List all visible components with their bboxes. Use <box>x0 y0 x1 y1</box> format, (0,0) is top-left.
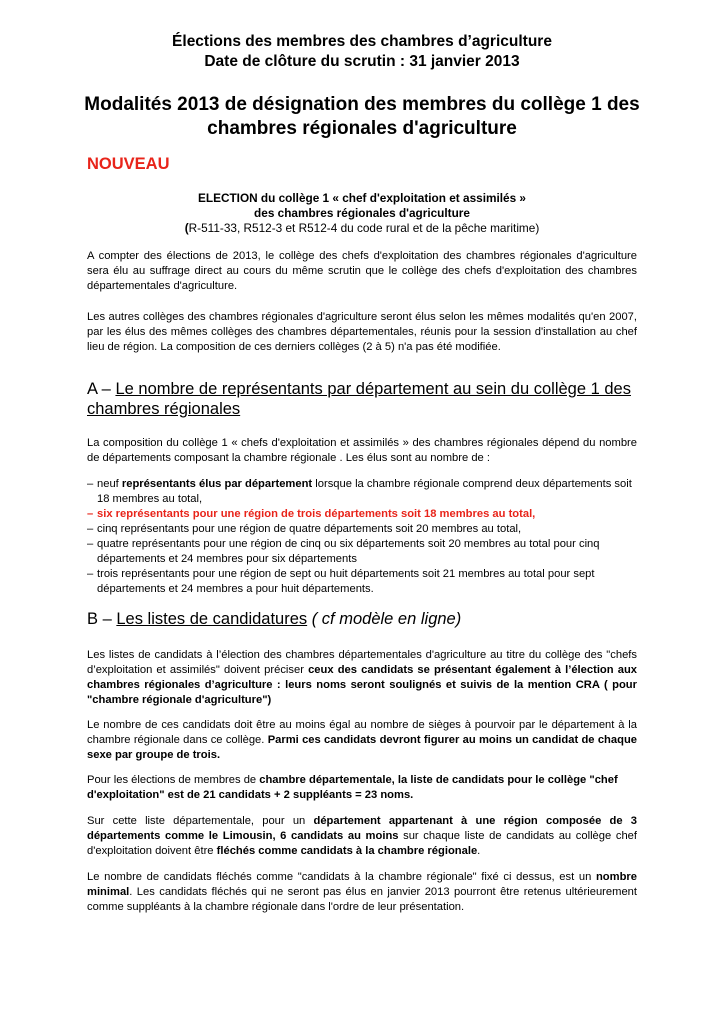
election-line-1: ELECTION du collège 1 « chef d'exploitation et assimilés » <box>198 191 526 205</box>
b-p5-text-end: . Les candidats fléchés qui ne seront pas élus en janvier 2013 pourront être retenus ultérieurement comme suppléants à la chambre régionale dans l'ordre de leur présentation. <box>87 886 637 913</box>
intro-paragraph-1: A compter des élections de 2013, le collège des chefs d'exploitation des chambres régionales d'agriculture sera élu au suffrage direct au cours du même scrutin que le collège des chefs d'exploitation des chambres départementales d'agriculture. <box>87 250 637 292</box>
list-item-text: neuf <box>97 478 122 490</box>
list-item <box>87 507 637 522</box>
bullet-dash: – <box>87 508 94 520</box>
header-line-elections: Élections des membres des chambres d’agriculture <box>172 33 552 50</box>
b-p3-bold: chambre départementale, la liste de candidats pour le collège "chef d'exploitation" est de 21 candidats + 2 suppléants = 23 noms. <box>87 774 618 801</box>
b-p5-text: Le nombre de candidats fléchés comme "candidats à la chambre régionale" fixé ci dessus, est un <box>87 871 596 883</box>
section-a-prefix: A – <box>87 380 116 398</box>
page-title: Modalités 2013 de désignation des membres du collège 1 des chambres régionales d'agriculture <box>84 94 640 139</box>
bullet-dash: – <box>87 538 94 550</box>
b-p2-text: Le nombre de ces candidats doit être au moins égal au nombre de sièges à pourvoir par le département à la chambre régionale dans ce collège. <box>87 719 637 746</box>
list-item <box>87 567 637 597</box>
election-line-3 <box>87 221 637 236</box>
section-b-paragraph-3 <box>87 773 637 803</box>
b-p5-bold: nombre minimal <box>87 871 637 898</box>
list-item-text: trois représentants pour une région de sept ou huit départements soit 21 membres au total pour sept départements et 24 membres a pour huit départements. <box>97 568 595 595</box>
header <box>0 32 724 72</box>
list-item <box>87 477 637 507</box>
section-b-paragraph-5 <box>87 870 637 915</box>
b-p1-text: Les listes de candidats à l’élection des chambres départementales d'agriculture au titre du collège des "chefs d’exploitation et assimilés" doivent préciser <box>87 649 637 676</box>
header-line-closing-date: Date de clôture du scrutin : 31 janvier 2013 <box>204 53 520 70</box>
election-line-2: des chambres régionales d'agriculture <box>254 206 470 220</box>
b-p4-bold-1: département appartenant à une région composée de 3 départements comme le Limousin, 6 candidats au moins <box>87 815 637 842</box>
list-item-bold: six représentants pour une région de trois départements soit 18 membres au total, <box>97 508 536 520</box>
list-item-text: quatre représentants pour une région de cinq ou six départements soit 20 membres au total pour cinq départements et 24 membres pour six départements <box>97 538 600 565</box>
list-item <box>87 537 637 567</box>
election-refs: R-511-33, R512-3 et R512-4 du code rural et de la pêche maritime) <box>188 221 540 235</box>
section-b-heading <box>87 609 647 629</box>
bullet-dash: – <box>87 478 94 490</box>
nouveau-label: NOUVEAU <box>87 155 170 173</box>
b-p4-text-end: . <box>477 845 481 857</box>
bullet-dash: – <box>87 523 94 535</box>
representatives-list <box>87 477 637 597</box>
section-b-paragraph-2 <box>87 718 637 763</box>
list-item-text: cinq représentants pour une région de quatre départements soit 20 membres au total, <box>97 523 522 535</box>
intro-paragraph-2: Les autres collèges des chambres régionales d'agriculture seront élus selon les mêmes modalités qu'en 2007, par les élus des mêmes collèges des chambres départementales, réunis pour la session d'installation au chef lieu de région. La composition de ces derniers collèges (2 à 5) n'a pas été modifiée. <box>87 311 637 353</box>
b-p4-text-mid: sur chaque liste de candidats au collège chef d'exploitation doivent être <box>87 830 637 857</box>
list-item-bold: représentants élus par département <box>121 478 313 490</box>
section-a-title: Le nombre de représentants par département au sein du collège 1 des chambres régionales <box>87 380 631 418</box>
section-a-heading <box>87 379 647 419</box>
list-item <box>87 522 637 537</box>
b-p4-text: Sur cette liste départementale, pour un <box>87 815 314 827</box>
section-b-prefix: B – <box>87 610 117 628</box>
section-a-paragraph: La composition du collège 1 « chefs d'exploitation et assimilés » des chambres régionales dépend du nombre de départements composant la chambre régionale . Les élus sont au nombre de : <box>87 437 637 464</box>
section-b-paragraph-4 <box>87 814 637 859</box>
section-b-paragraph-1 <box>87 648 637 708</box>
list-item-text-end: lorsque la chambre régionale comprend deux départements soit 18 membres au total, <box>97 478 632 505</box>
section-b-title: Les listes de candidatures <box>116 610 308 628</box>
b-p1-bold: ceux des candidats se présentant également à l’élection aux chambres régionales d’agriculture : leurs noms seront soulignés et suivis de la mention CRA ( pour "chambre régionale d'agriculture") <box>87 664 637 706</box>
b-p4-bold-2: fléchés comme candidats à la chambre régionale <box>216 845 478 857</box>
bullet-dash: – <box>87 568 94 580</box>
b-p2-bold: Parmi ces candidats devront figurer au moins un candidat de chaque sexe par groupe de trois. <box>87 734 637 761</box>
b-p3-text: Pour les élections de membres de <box>87 774 260 786</box>
section-b-note: ( cf modèle en ligne) <box>307 610 462 628</box>
election-heading <box>87 191 637 236</box>
election-paren: ( <box>184 221 189 235</box>
